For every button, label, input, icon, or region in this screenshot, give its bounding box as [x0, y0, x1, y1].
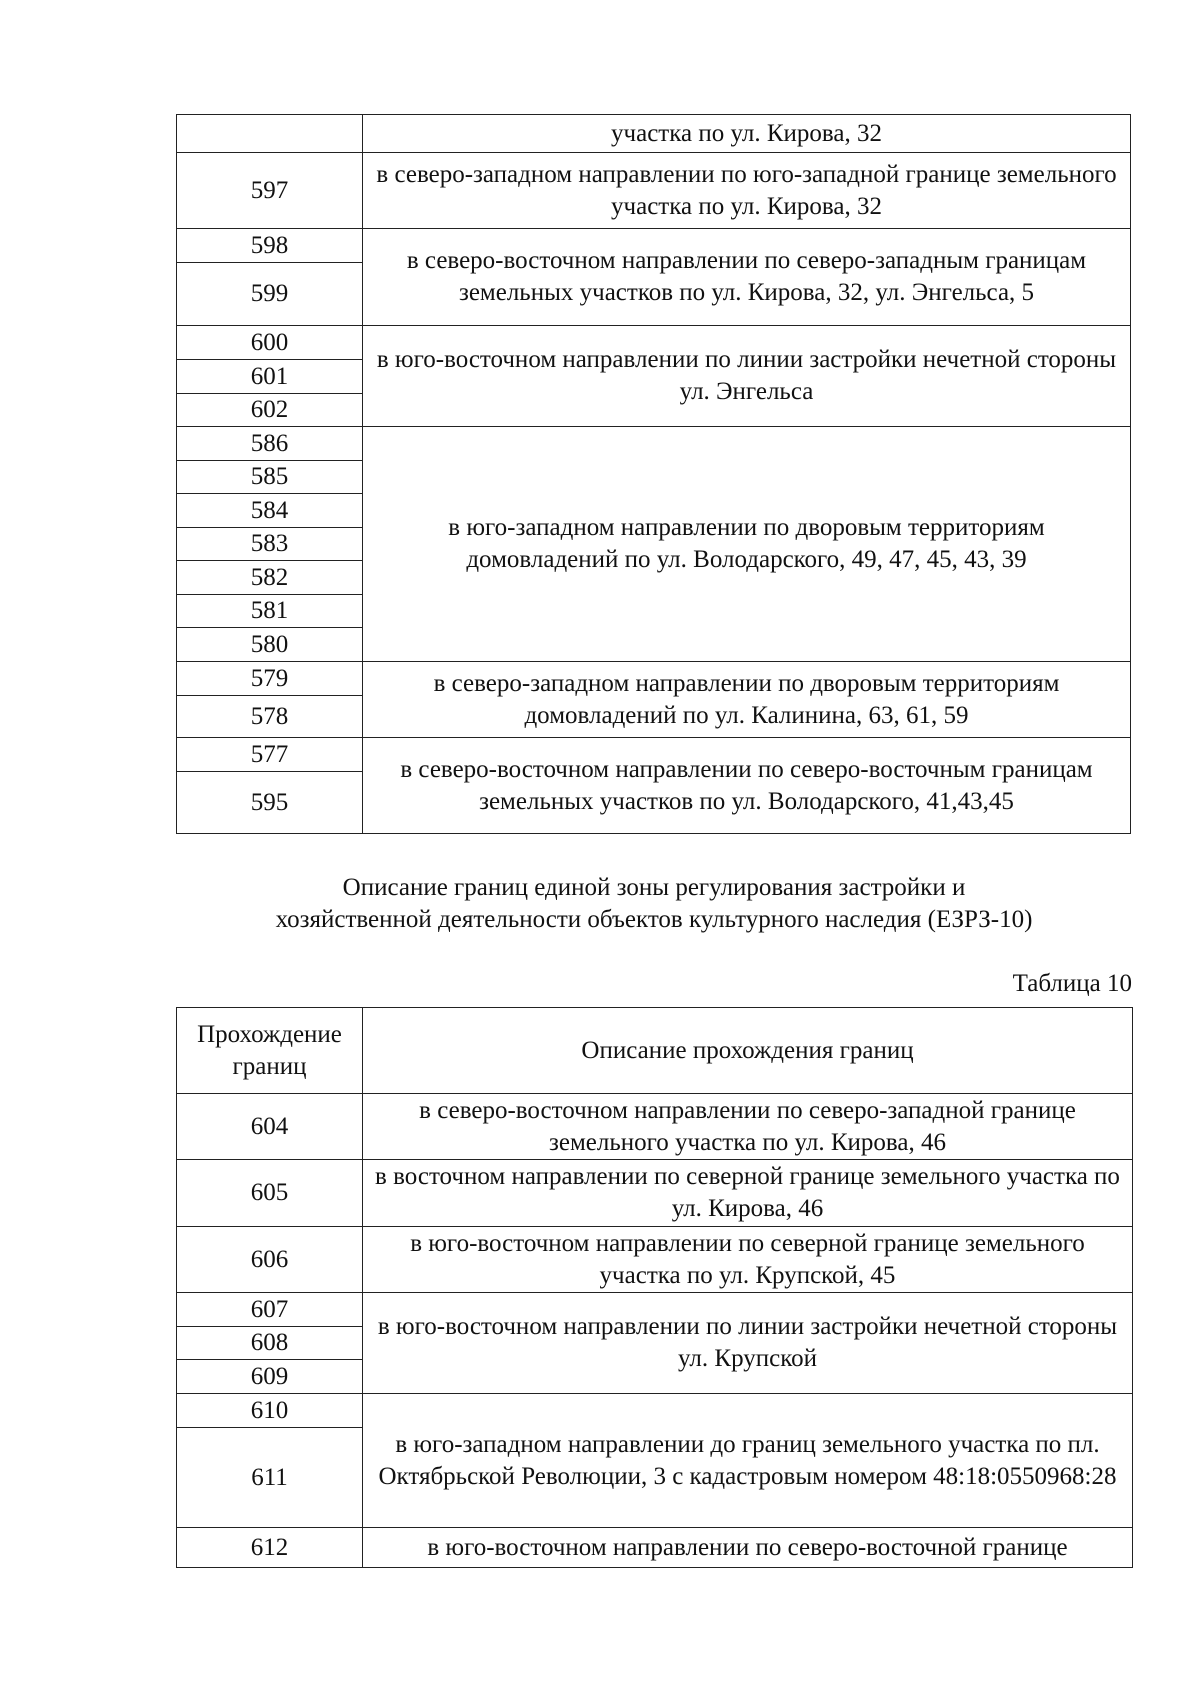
point-number: 599 [177, 263, 363, 326]
boundary-description: в северо-западном направлении по юго-западной границе земельного участка по ул. Кирова, 32 [363, 153, 1131, 229]
point-number: 579 [177, 662, 363, 696]
table-row [177, 427, 1131, 461]
point-number: 609 [177, 1360, 363, 1394]
table-row [177, 1094, 1133, 1160]
point-number: 612 [177, 1528, 363, 1568]
boundary-table-10 [176, 1007, 1133, 1568]
point-number: 611 [177, 1428, 363, 1528]
boundary-description: в северо-западном направлении по дворовым территориям домовладений по ул. Калинина, 63, 61, 59 [363, 662, 1131, 738]
boundary-description: в юго-западном направлении до границ земельного участка по пл. Октябрьской Революции, 3 с кадастровым номером 48:18:0550968:28 [363, 1394, 1133, 1528]
boundary-description: в северо-восточном направлении по северо-западным границам земельных участков по ул. Кирова, 32, ул. Энгельса, 5 [363, 229, 1131, 326]
table-row [177, 229, 1131, 263]
table-row [177, 326, 1131, 360]
heading-line: хозяйственной деятельности объектов культурного наследия (ЕЗРЗ-10) [275, 906, 1033, 933]
table-row [177, 1227, 1133, 1293]
point-number: 598 [177, 229, 363, 263]
table-row [177, 153, 1131, 229]
point-number: 595 [177, 772, 363, 834]
table-row [177, 1293, 1133, 1327]
point-number: 604 [177, 1094, 363, 1160]
table-row [177, 1528, 1133, 1568]
section-heading [176, 872, 1132, 936]
point-number: 608 [177, 1327, 363, 1360]
point-number: 578 [177, 696, 363, 738]
table-row [177, 738, 1131, 772]
point-number: 601 [177, 360, 363, 394]
boundary-description: участка по ул. Кирова, 32 [363, 115, 1131, 153]
point-number: 580 [177, 628, 363, 662]
point-number [177, 115, 363, 153]
point-number: 606 [177, 1227, 363, 1293]
point-number: 585 [177, 461, 363, 494]
table-row [177, 1160, 1133, 1227]
boundary-description: в северо-восточном направлении по северо-восточным границам земельных участков по ул. Володарского, 41,43,45 [363, 738, 1131, 834]
point-number: 582 [177, 561, 363, 595]
boundary-description: в юго-восточном направлении по северо-восточной границе [363, 1528, 1133, 1568]
point-number: 607 [177, 1293, 363, 1327]
point-number: 600 [177, 326, 363, 360]
point-number: 605 [177, 1160, 363, 1227]
table-caption: Таблица 10 [1012, 970, 1132, 997]
boundary-description: в юго-восточном направлении по северной границе земельного участка по ул. Крупской, 45 [363, 1227, 1133, 1293]
heading-line: Описание границ единой зоны регулирования застройки и [342, 874, 966, 901]
table-row [177, 1394, 1133, 1428]
point-number: 584 [177, 494, 363, 528]
point-number: 577 [177, 738, 363, 772]
point-number: 583 [177, 528, 363, 561]
point-number: 602 [177, 394, 363, 427]
point-number: 581 [177, 595, 363, 628]
boundary-description: в юго-западном направлении по дворовым территориям домовладений по ул. Володарского, 49, 47, 45, 43, 39 [363, 427, 1131, 662]
point-number: 610 [177, 1394, 363, 1428]
point-number: 597 [177, 153, 363, 229]
table-row [177, 662, 1131, 696]
table-row [177, 115, 1131, 153]
boundary-description: в северо-восточном направлении по северо-западной границе земельного участка по ул. Кирова, 46 [363, 1094, 1133, 1160]
boundary-description: в юго-восточном направлении по линии застройки нечетной стороны ул. Энгельса [363, 326, 1131, 427]
column-header-passage: Прохождение границ [177, 1008, 363, 1094]
table-header-row [177, 1008, 1133, 1094]
column-header-description: Описание прохождения границ [363, 1008, 1133, 1094]
point-number: 586 [177, 427, 363, 461]
boundary-description: в восточном направлении по северной границе земельного участка по ул. Кирова, 46 [363, 1160, 1133, 1227]
boundary-description: в юго-восточном направлении по линии застройки нечетной стороны ул. Крупской [363, 1293, 1133, 1394]
boundary-table-continued [176, 114, 1131, 834]
